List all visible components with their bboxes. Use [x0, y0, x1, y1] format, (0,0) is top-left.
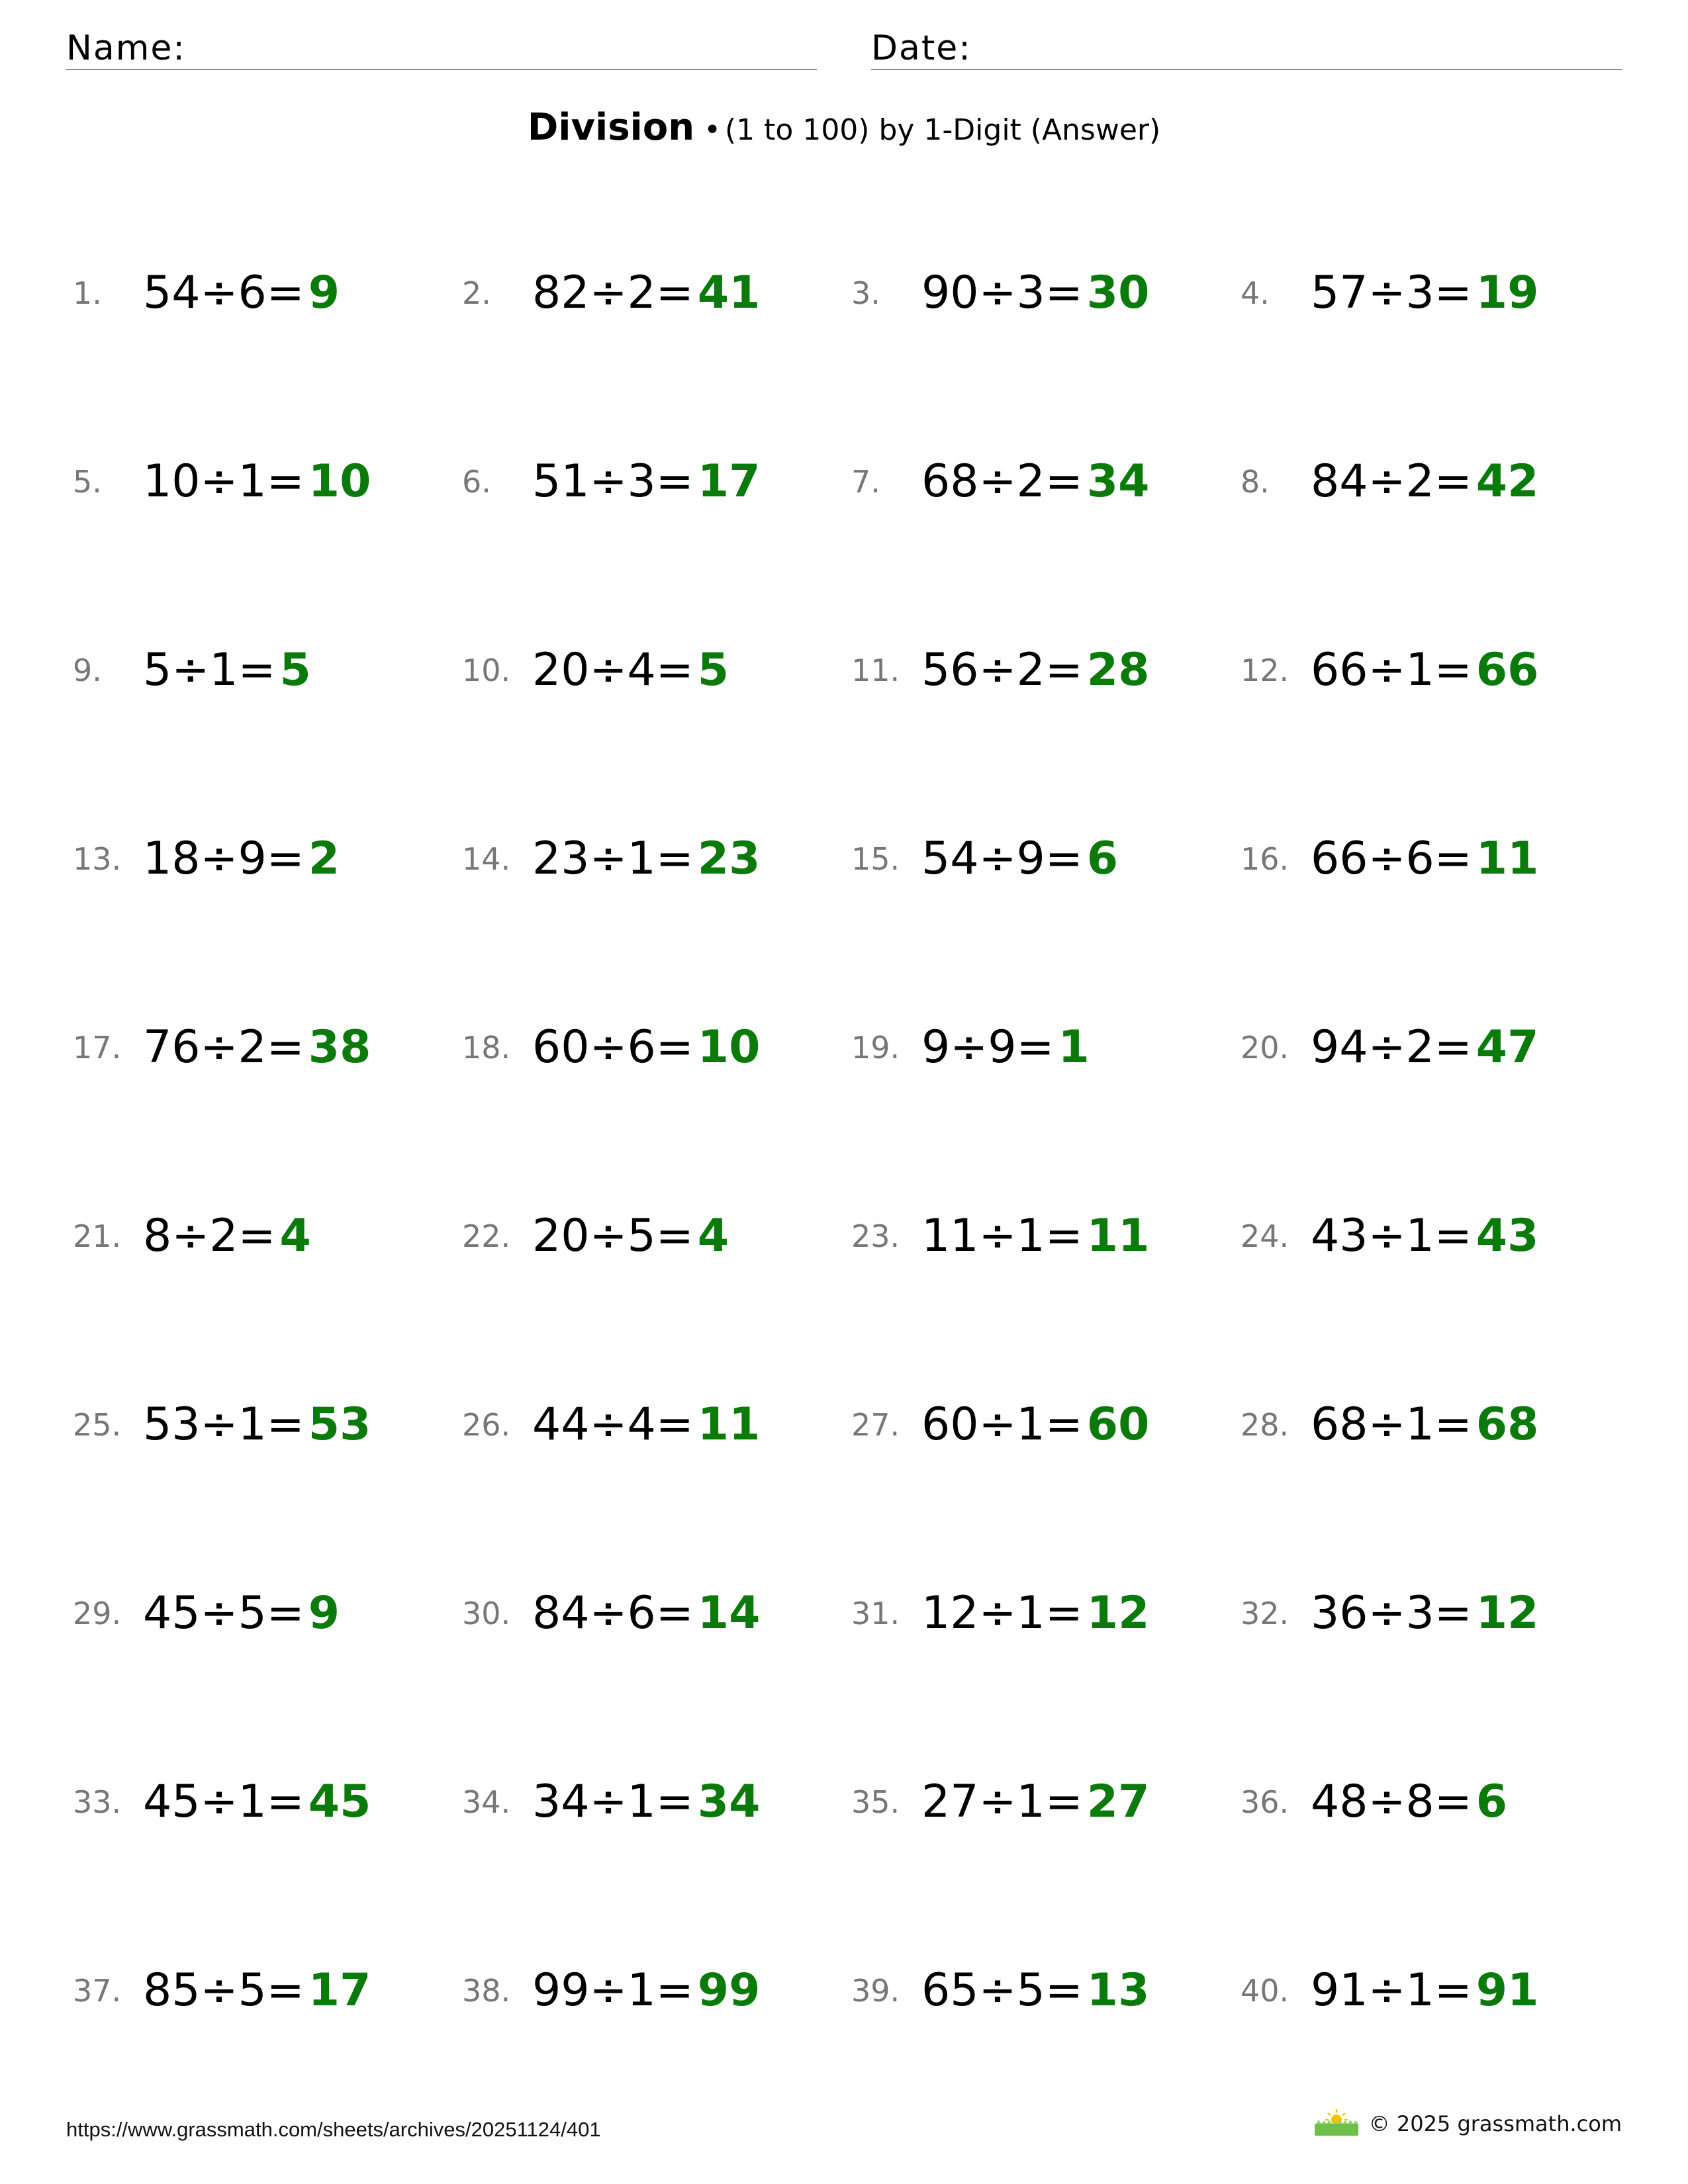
divisor: 1	[1016, 1210, 1045, 1262]
problem-item	[73, 245, 462, 341]
problem-item	[462, 245, 851, 341]
problem-item	[462, 622, 851, 718]
dividend: 57	[1311, 267, 1368, 319]
divide-sign: ÷	[978, 833, 1017, 885]
problem-item	[851, 1942, 1241, 2038]
divisor: 2	[1405, 1021, 1434, 1073]
answer: 11	[1086, 1210, 1150, 1262]
dividend: 60	[532, 1021, 590, 1073]
problem-number: 1.	[73, 275, 102, 311]
problem-number: 33.	[73, 1784, 122, 1820]
problem-number: 12.	[1241, 652, 1289, 688]
problem-item	[1241, 999, 1630, 1095]
answer: 91	[1476, 1964, 1539, 2017]
dividend: 44	[532, 1398, 590, 1451]
equals-sign: =	[655, 1964, 694, 2017]
date-field[interactable]	[871, 25, 1622, 70]
equals-sign: =	[1045, 1587, 1083, 1639]
divisor: 2	[238, 1021, 267, 1073]
dividend: 36	[1311, 1587, 1368, 1639]
equals-sign: =	[266, 267, 305, 319]
divisor: 1	[627, 833, 656, 885]
problem-item	[462, 999, 851, 1095]
problem-item	[1241, 1942, 1630, 2038]
dividend: 5	[143, 644, 172, 696]
problem-number: 36.	[1241, 1784, 1289, 1820]
problem-number: 14.	[462, 841, 511, 877]
answer: 17	[308, 1964, 371, 2017]
dividend: 85	[143, 1964, 201, 2017]
divide-sign: ÷	[589, 455, 628, 508]
problem-item	[73, 622, 462, 718]
divisor: 6	[1405, 833, 1434, 885]
problem-number: 18.	[462, 1029, 511, 1066]
problem-number: 16.	[1241, 841, 1289, 877]
dividend: 20	[532, 644, 590, 696]
problem-item	[1241, 1377, 1630, 1473]
answer: 12	[1086, 1587, 1150, 1639]
answer: 5	[279, 644, 311, 696]
equals-sign: =	[655, 1398, 694, 1451]
problem-item	[462, 433, 851, 529]
equals-sign: =	[1045, 1210, 1083, 1262]
problem-item	[73, 1754, 462, 1850]
answer: 45	[308, 1776, 371, 1828]
equals-sign: =	[1045, 833, 1083, 885]
divisor: 6	[627, 1021, 656, 1073]
divide-sign: ÷	[589, 1398, 628, 1451]
problem-number: 28.	[1241, 1406, 1289, 1443]
problem-item	[1241, 622, 1630, 718]
dividend: 8	[143, 1210, 172, 1262]
dividend: 18	[143, 833, 201, 885]
equals-sign: =	[1045, 267, 1083, 319]
divisor: 3	[1405, 267, 1434, 319]
problem-number: 5.	[73, 463, 102, 500]
divisor: 5	[238, 1587, 267, 1639]
dividend: 10	[143, 455, 201, 508]
divide-sign: ÷	[200, 1021, 238, 1073]
grass-sun-logo-icon	[1313, 2108, 1360, 2140]
equals-sign: =	[266, 1021, 305, 1073]
problem-number: 39.	[851, 1972, 900, 2009]
divide-sign: ÷	[200, 1776, 238, 1828]
answer: 1	[1058, 1021, 1090, 1073]
divide-sign: ÷	[978, 267, 1017, 319]
problem-item	[851, 1754, 1241, 1850]
equals-sign: =	[655, 267, 694, 319]
equals-sign: =	[266, 1587, 305, 1639]
divide-sign: ÷	[950, 1021, 988, 1073]
divide-sign: ÷	[589, 1964, 628, 2017]
equals-sign: =	[266, 455, 305, 508]
divisor: 1	[238, 455, 267, 508]
divisor: 1	[627, 1776, 656, 1828]
divide-sign: ÷	[589, 1776, 628, 1828]
dividend: 82	[532, 267, 590, 319]
dividend: 51	[532, 455, 590, 508]
problem-number: 34.	[462, 1784, 511, 1820]
divide-sign: ÷	[200, 1964, 238, 2017]
equals-sign: =	[1434, 455, 1472, 508]
divide-sign: ÷	[171, 1210, 210, 1262]
dividend: 12	[921, 1587, 979, 1639]
problem-item	[851, 1188, 1241, 1284]
answer: 6	[1476, 1776, 1508, 1828]
equals-sign: =	[655, 1021, 694, 1073]
answer: 17	[697, 455, 761, 508]
equals-sign: =	[1434, 833, 1472, 885]
divide-sign: ÷	[589, 833, 628, 885]
dividend: 90	[921, 267, 979, 319]
problem-item	[1241, 433, 1630, 529]
divisor: 4	[627, 1398, 656, 1451]
answer: 9	[308, 1587, 340, 1639]
footer-brand	[1313, 2108, 1622, 2140]
answer: 43	[1476, 1210, 1539, 1262]
equals-sign: =	[1434, 1776, 1472, 1828]
problem-item	[462, 1188, 851, 1284]
problem-item	[1241, 1188, 1630, 1284]
answer: 23	[697, 833, 761, 885]
dividend: 54	[921, 833, 979, 885]
divisor: 4	[627, 644, 656, 696]
equals-sign: =	[655, 455, 694, 508]
divide-sign: ÷	[978, 1398, 1017, 1451]
dividend: 27	[921, 1776, 979, 1828]
problem-number: 25.	[73, 1406, 122, 1443]
problem-item	[73, 433, 462, 529]
problem-number: 27.	[851, 1406, 900, 1443]
divide-sign: ÷	[589, 644, 628, 696]
equals-sign: =	[1045, 1964, 1083, 2017]
dividend: 66	[1311, 644, 1368, 696]
problem-item	[73, 1188, 462, 1284]
divide-sign: ÷	[200, 1587, 238, 1639]
copyright-text: © 2025 grassmath.com	[1368, 2111, 1622, 2136]
problem-item	[851, 999, 1241, 1095]
divide-sign: ÷	[978, 1776, 1017, 1828]
dividend: 48	[1311, 1776, 1368, 1828]
answer: 47	[1476, 1021, 1539, 1073]
answer: 34	[697, 1776, 761, 1828]
problem-grid	[73, 245, 1630, 2131]
divide-sign: ÷	[978, 1587, 1017, 1639]
answer: 12	[1476, 1587, 1539, 1639]
problem-number: 22.	[462, 1218, 511, 1254]
title-bullet: •	[704, 113, 722, 147]
problem-number: 30.	[462, 1595, 511, 1631]
equals-sign: =	[1434, 1021, 1472, 1073]
divide-sign: ÷	[1368, 1021, 1406, 1073]
answer: 42	[1476, 455, 1539, 508]
problem-item	[73, 1565, 462, 1661]
problem-item	[851, 1565, 1241, 1661]
dividend: 99	[532, 1964, 590, 2017]
answer: 11	[1476, 833, 1539, 885]
dividend: 53	[143, 1398, 201, 1451]
equals-sign: =	[655, 644, 694, 696]
problem-number: 40.	[1241, 1972, 1289, 2009]
dividend: 11	[921, 1210, 979, 1262]
answer: 19	[1476, 267, 1539, 319]
problem-number: 37.	[73, 1972, 122, 2009]
problem-item	[462, 1754, 851, 1850]
problem-item	[851, 622, 1241, 718]
problem-number: 6.	[462, 463, 491, 500]
equals-sign: =	[655, 1776, 694, 1828]
answer: 27	[1086, 1776, 1150, 1828]
divide-sign: ÷	[589, 1210, 628, 1262]
answer: 68	[1476, 1398, 1539, 1451]
problem-number: 19.	[851, 1029, 900, 1066]
divide-sign: ÷	[1368, 1587, 1406, 1639]
answer: 6	[1086, 833, 1119, 885]
divisor: 1	[1016, 1776, 1045, 1828]
problem-item	[1241, 1565, 1630, 1661]
worksheet-title	[0, 106, 1688, 149]
divisor: 5	[1016, 1964, 1045, 2017]
divide-sign: ÷	[1368, 833, 1406, 885]
equals-sign: =	[1045, 1776, 1083, 1828]
title-main: Division	[527, 106, 695, 149]
divide-sign: ÷	[589, 1587, 628, 1639]
divisor: 1	[1016, 1587, 1045, 1639]
answer: 60	[1086, 1398, 1150, 1451]
dividend: 68	[1311, 1398, 1368, 1451]
problem-item	[851, 245, 1241, 341]
problem-item	[462, 1377, 851, 1473]
answer: 5	[697, 644, 729, 696]
divide-sign: ÷	[200, 267, 238, 319]
equals-sign: =	[1045, 644, 1083, 696]
problem-item	[1241, 1754, 1630, 1850]
title-subtitle: (1 to 100) by 1-Digit (Answer)	[725, 113, 1161, 147]
problem-item	[73, 811, 462, 907]
answer: 99	[697, 1964, 761, 2017]
problem-item	[851, 1377, 1241, 1473]
problem-number: 38.	[462, 1972, 511, 2009]
equals-sign: =	[1434, 267, 1472, 319]
problem-number: 32.	[1241, 1595, 1289, 1631]
divisor: 1	[1405, 1398, 1434, 1451]
problem-item	[73, 1942, 462, 2038]
problem-number: 15.	[851, 841, 900, 877]
problem-number: 2.	[462, 275, 491, 311]
divide-sign: ÷	[171, 644, 210, 696]
problem-number: 20.	[1241, 1029, 1289, 1066]
problem-item	[851, 433, 1241, 529]
divisor: 9	[1016, 833, 1045, 885]
answer: 11	[697, 1398, 761, 1451]
dividend: 34	[532, 1776, 590, 1828]
dividend: 76	[143, 1021, 201, 1073]
dividend: 84	[1311, 455, 1368, 508]
dividend: 60	[921, 1398, 979, 1451]
footer-url: https://www.grassmath.com/sheets/archives/20251124/401	[66, 2118, 601, 2141]
date-label: Date:	[871, 28, 972, 68]
equals-sign: =	[1434, 1210, 1472, 1262]
problem-number: 29.	[73, 1595, 122, 1631]
answer: 14	[697, 1587, 761, 1639]
dividend: 94	[1311, 1021, 1368, 1073]
equals-sign: =	[655, 1587, 694, 1639]
divisor: 9	[988, 1021, 1017, 1073]
divide-sign: ÷	[978, 455, 1017, 508]
divisor: 5	[238, 1964, 267, 2017]
dividend: 20	[532, 1210, 590, 1262]
divisor: 2	[1405, 455, 1434, 508]
answer: 38	[308, 1021, 371, 1073]
divisor: 1	[1016, 1398, 1045, 1451]
equals-sign: =	[1016, 1021, 1055, 1073]
divisor: 2	[627, 267, 656, 319]
problem-number: 31.	[851, 1595, 900, 1631]
dividend: 43	[1311, 1210, 1368, 1262]
equals-sign: =	[655, 833, 694, 885]
problem-item	[73, 999, 462, 1095]
dividend: 66	[1311, 833, 1368, 885]
dividend: 65	[921, 1964, 979, 2017]
divide-sign: ÷	[200, 1398, 238, 1451]
equals-sign: =	[1045, 1398, 1083, 1451]
divisor: 2	[1016, 644, 1045, 696]
divisor: 2	[1016, 455, 1045, 508]
divisor: 3	[1016, 267, 1045, 319]
problem-item	[851, 811, 1241, 907]
divide-sign: ÷	[200, 455, 238, 508]
equals-sign: =	[1434, 644, 1472, 696]
answer: 4	[279, 1210, 311, 1262]
dividend: 9	[921, 1021, 951, 1073]
problem-number: 24.	[1241, 1218, 1289, 1254]
divide-sign: ÷	[1368, 1210, 1406, 1262]
problem-item	[462, 1942, 851, 2038]
problem-number: 17.	[73, 1029, 122, 1066]
answer: 53	[308, 1398, 371, 1451]
name-field[interactable]	[66, 25, 817, 70]
dividend: 56	[921, 644, 979, 696]
dividend: 45	[143, 1587, 201, 1639]
equals-sign: =	[238, 1210, 276, 1262]
divisor: 1	[627, 1964, 656, 2017]
equals-sign: =	[266, 833, 305, 885]
problem-item	[73, 1377, 462, 1473]
dividend: 68	[921, 455, 979, 508]
problem-item	[462, 811, 851, 907]
problem-number: 10.	[462, 652, 511, 688]
problem-item	[462, 1565, 851, 1661]
divisor: 9	[238, 833, 267, 885]
divisor: 1	[1405, 644, 1434, 696]
problem-number: 11.	[851, 652, 900, 688]
divisor: 6	[627, 1587, 656, 1639]
answer: 10	[308, 455, 371, 508]
problem-number: 13.	[73, 841, 122, 877]
dividend: 23	[532, 833, 590, 885]
answer: 41	[697, 267, 761, 319]
problem-number: 3.	[851, 275, 880, 311]
answer: 2	[308, 833, 340, 885]
divisor: 1	[1405, 1964, 1434, 2017]
problem-number: 8.	[1241, 463, 1270, 500]
answer: 30	[1086, 267, 1150, 319]
dividend: 54	[143, 267, 201, 319]
equals-sign: =	[1045, 455, 1083, 508]
answer: 10	[697, 1021, 761, 1073]
divisor: 3	[1405, 1587, 1434, 1639]
divide-sign: ÷	[1368, 644, 1406, 696]
name-label: Name:	[66, 28, 186, 68]
equals-sign: =	[1434, 1964, 1472, 2017]
answer: 9	[308, 267, 340, 319]
divide-sign: ÷	[589, 1021, 628, 1073]
divisor: 1	[238, 1776, 267, 1828]
problem-number: 7.	[851, 463, 880, 500]
dividend: 84	[532, 1587, 590, 1639]
divisor: 8	[1405, 1776, 1434, 1828]
equals-sign: =	[1434, 1587, 1472, 1639]
problem-number: 35.	[851, 1784, 900, 1820]
equals-sign: =	[266, 1398, 305, 1451]
answer: 13	[1086, 1964, 1150, 2017]
answer: 4	[697, 1210, 729, 1262]
problem-number: 21.	[73, 1218, 122, 1254]
divisor: 2	[209, 1210, 238, 1262]
answer: 34	[1086, 455, 1150, 508]
equals-sign: =	[655, 1210, 694, 1262]
divisor: 1	[238, 1398, 267, 1451]
divide-sign: ÷	[1368, 455, 1406, 508]
divide-sign: ÷	[589, 267, 628, 319]
divisor: 1	[209, 644, 238, 696]
divide-sign: ÷	[1368, 1776, 1406, 1828]
problem-number: 4.	[1241, 275, 1270, 311]
equals-sign: =	[1434, 1398, 1472, 1451]
divide-sign: ÷	[978, 644, 1017, 696]
answer: 66	[1476, 644, 1539, 696]
problem-number: 9.	[73, 652, 102, 688]
problem-item	[1241, 245, 1630, 341]
divisor: 1	[1405, 1210, 1434, 1262]
equals-sign: =	[266, 1776, 305, 1828]
divide-sign: ÷	[1368, 267, 1406, 319]
problem-item	[1241, 811, 1630, 907]
equals-sign: =	[266, 1964, 305, 2017]
divisor: 5	[627, 1210, 656, 1262]
divide-sign: ÷	[200, 833, 238, 885]
equals-sign: =	[238, 644, 276, 696]
dividend: 91	[1311, 1964, 1368, 2017]
divide-sign: ÷	[1368, 1964, 1406, 2017]
divide-sign: ÷	[1368, 1398, 1406, 1451]
dividend: 45	[143, 1776, 201, 1828]
problem-number: 23.	[851, 1218, 900, 1254]
problem-number: 26.	[462, 1406, 511, 1443]
answer: 28	[1086, 644, 1150, 696]
divisor: 6	[238, 267, 267, 319]
divide-sign: ÷	[978, 1210, 1017, 1262]
divide-sign: ÷	[978, 1964, 1017, 2017]
divisor: 3	[627, 455, 656, 508]
